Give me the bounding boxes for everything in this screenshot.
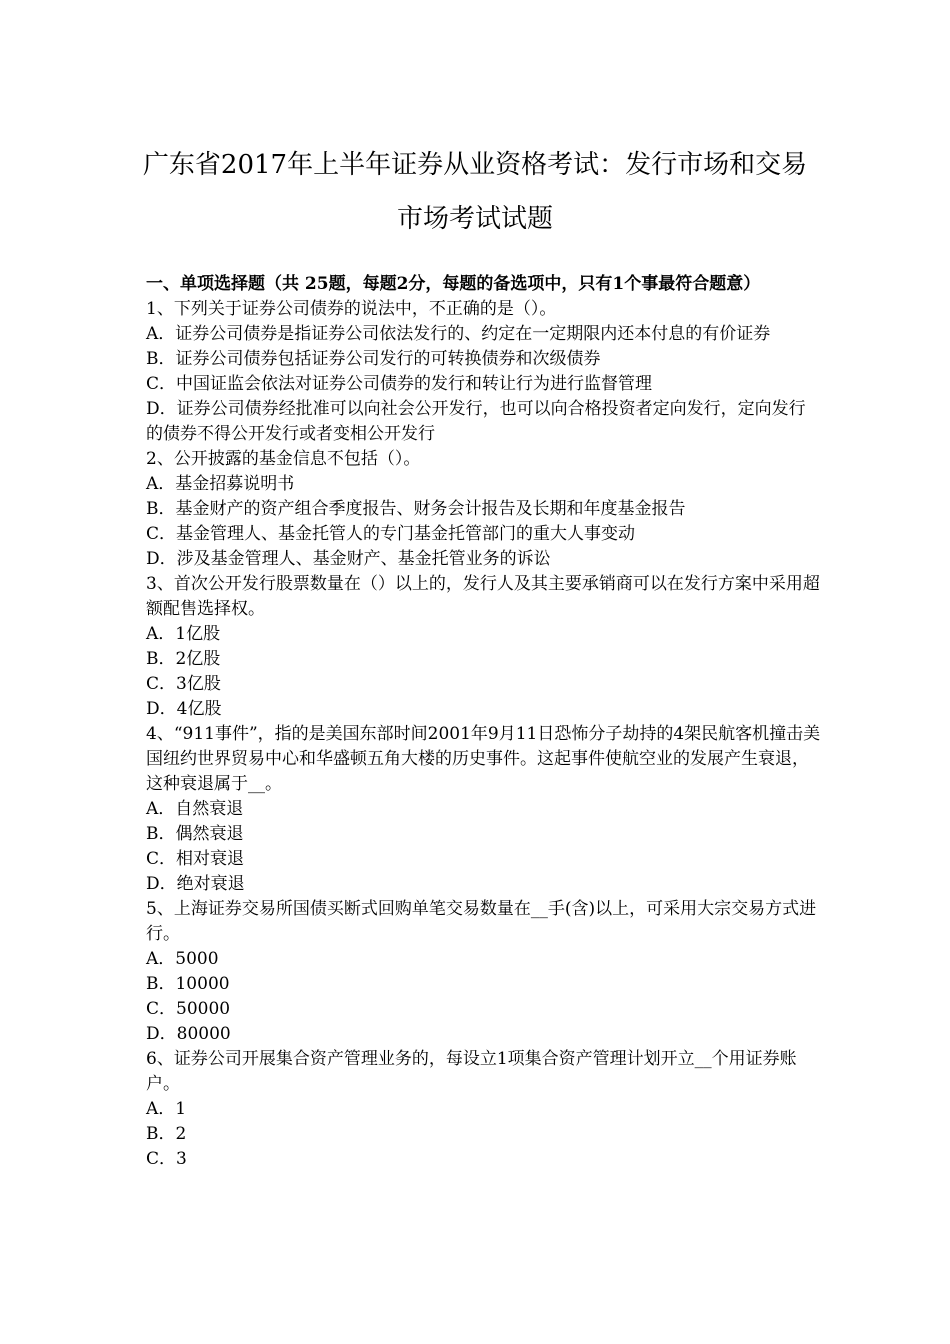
question-stem: 5、上海证券交易所国债买断式回购单笔交易数量在__手(含)以上，可采用大宗交易方式进行。 <box>146 899 817 944</box>
option-c: C．3亿股 <box>146 674 221 694</box>
question-stem: 3、首次公开发行股票数量在（）以上的，发行人及其主要承销商可以在发行方案中采用超额配售选择权。 <box>146 574 820 619</box>
option-b: B．2亿股 <box>146 649 221 669</box>
question-stem: 1、下列关于证券公司债券的说法中，不正确的是（）。 <box>146 299 557 319</box>
document-title <box>120 138 830 246</box>
option-b: B．基金财产的资产组合季度报告、财务会计报告及长期和年度基金报告 <box>146 499 686 519</box>
option-d: D．4亿股 <box>146 699 222 719</box>
option-b: B．偶然衰退 <box>146 824 244 844</box>
question-5 <box>146 897 822 1047</box>
question-4 <box>146 722 822 897</box>
option-a: A．自然衰退 <box>146 799 244 819</box>
question-3 <box>146 572 822 722</box>
option-a: A．1亿股 <box>146 624 221 644</box>
question-stem: 6、证券公司开展集合资产管理业务的，每设立1项集合资产管理计划开立__个用证券账户。 <box>146 1049 797 1094</box>
option-a: A．基金招募说明书 <box>146 474 295 494</box>
question-2 <box>146 447 822 572</box>
title-line-2: 市场考试试题 <box>396 204 553 234</box>
question-1 <box>146 297 822 447</box>
option-c: C．相对衰退 <box>146 849 245 869</box>
option-a: A．证券公司债券是指证券公司依法发行的、约定在一定期限内还本付息的有价证券 <box>146 324 771 344</box>
option-b: B．2 <box>146 1124 187 1144</box>
option-b: B．证券公司债券包括证券公司发行的可转换债券和次级债券 <box>146 349 601 369</box>
option-c: C．3 <box>146 1149 187 1169</box>
option-d: D．证券公司债券经批准可以向社会公开发行，也可以向合格投资者定向发行，定向发行的债券不得公开发行或者变相公开发行 <box>146 399 806 444</box>
option-b: B．10000 <box>146 974 230 994</box>
question-6 <box>146 1047 822 1172</box>
option-c: C．中国证监会依法对证券公司债券的发行和转让行为进行监督管理 <box>146 374 653 394</box>
option-d: D．80000 <box>146 1024 231 1044</box>
option-c: C．基金管理人、基金托管人的专门基金托管部门的重大人事变动 <box>146 524 636 544</box>
option-d: D．涉及基金管理人、基金财产、基金托管业务的诉讼 <box>146 549 551 569</box>
question-stem: 4、“911事件”，指的是美国东部时间2001年9月11日恐怖分子劫持的4架民航客机撞击美国纽约世界贸易中心和华盛顿五角大楼的历史事件。这起事件使航空业的发展产生衰退，这种衰退属于__。 <box>146 724 821 794</box>
section-heading: 一、单项选择题（共 25题，每题2分，每题的备选项中，只有1个事最符合题意） <box>146 274 761 294</box>
option-c: C．50000 <box>146 999 231 1019</box>
option-d: D．绝对衰退 <box>146 874 245 894</box>
option-a: A．5000 <box>146 949 219 969</box>
question-stem: 2、公开披露的基金信息不包括（）。 <box>146 449 421 469</box>
document-body <box>146 272 822 1172</box>
title-line-1: 广东省2017年上半年证券从业资格考试：发行市场和交易 <box>142 150 808 180</box>
option-a: A．1 <box>146 1099 187 1119</box>
